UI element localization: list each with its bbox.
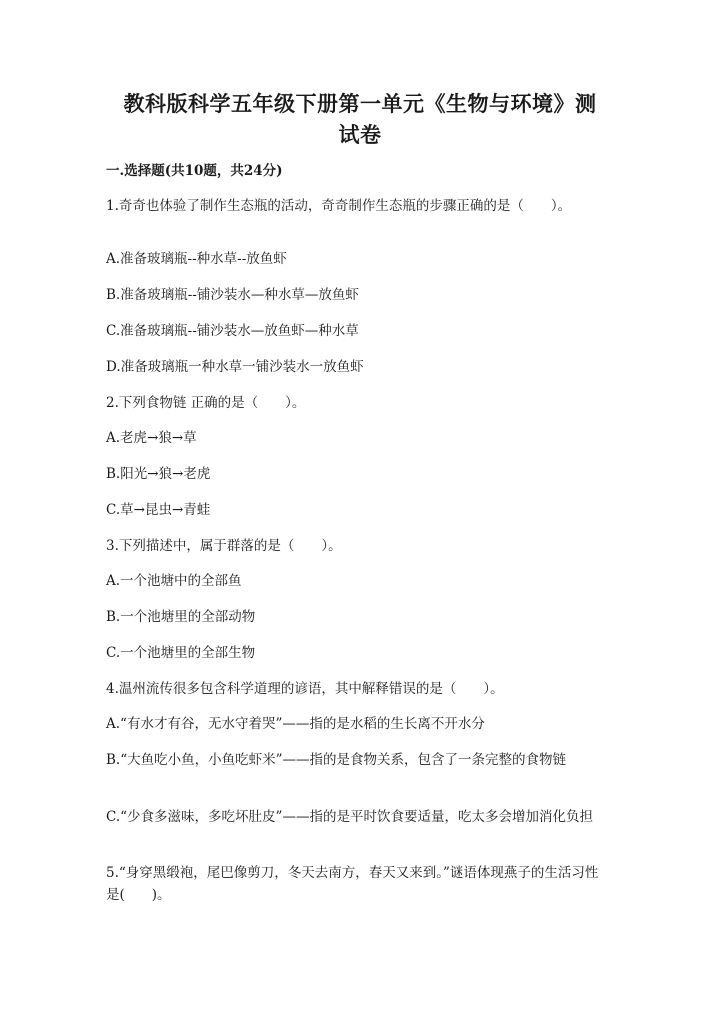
question-2-option-c: C.草→昆虫→青蛙 [106,502,211,518]
question-3-option-a: A.一个池塘中的全部鱼 [106,573,242,589]
question-2-option-b: B.阳光→狼→老虎 [106,466,211,482]
question-2-option-a: A.老虎→狼→草 [106,430,197,446]
question-1-option-c: C.准备玻璃瓶--铺沙装水—放鱼虾—种水草 [106,323,359,339]
question-3-option-c: C.一个池塘里的全部生物 [106,645,256,661]
section-heading: 一.选择题(共10题，共24分) [106,163,283,179]
question-2-stem: 2.下列食物链 正确的是（ ）。 [106,395,306,411]
question-4-option-a: A.“有水才有谷，无水守着哭”——指的是水稻的生长离不开水分 [106,716,485,732]
question-5-stem: 5.“身穿黑缎袍，尾巴像剪刀，冬天去南方，春天又来到。”谜语体现燕子的生活习性是( )。 [106,865,599,903]
question-4-option-b: B.“大鱼吃小鱼，小鱼吃虾米”——指的是食物关系，包含了一条完整的食物链 [106,752,567,768]
exam-title [100,88,620,150]
question-4-stem: 4.温州流传很多包含科学道理的谚语，其中解释错误的是（ ）。 [106,681,504,697]
question-1-stem: 1.奇奇也体验了制作生态瓶的活动，奇奇制作生态瓶的步骤正确的是（ ）。 [106,198,572,214]
exam-title-line-2: 试卷 [338,122,382,147]
question-1-option-b: B.准备玻璃瓶--铺沙装水—种水草—放鱼虾 [106,287,359,303]
question-3-option-b: B.一个池塘里的全部动物 [106,609,256,625]
question-3-stem: 3.下列描述中，属于群落的是（ ）。 [106,538,342,554]
question-1-option-d: D.准备玻璃瓶一种水草一铺沙装水一放鱼虾 [106,359,364,375]
exam-title-line-1: 教科版科学五年级下册第一单元《生物与环境》测 [123,91,597,116]
question-4-option-c: C.“少食多滋味，多吃坏肚皮”——指的是平时饮食要适量，吃太多会增加消化负担 [106,809,593,825]
question-1-option-a: A.准备玻璃瓶--种水草--放鱼虾 [106,251,287,267]
